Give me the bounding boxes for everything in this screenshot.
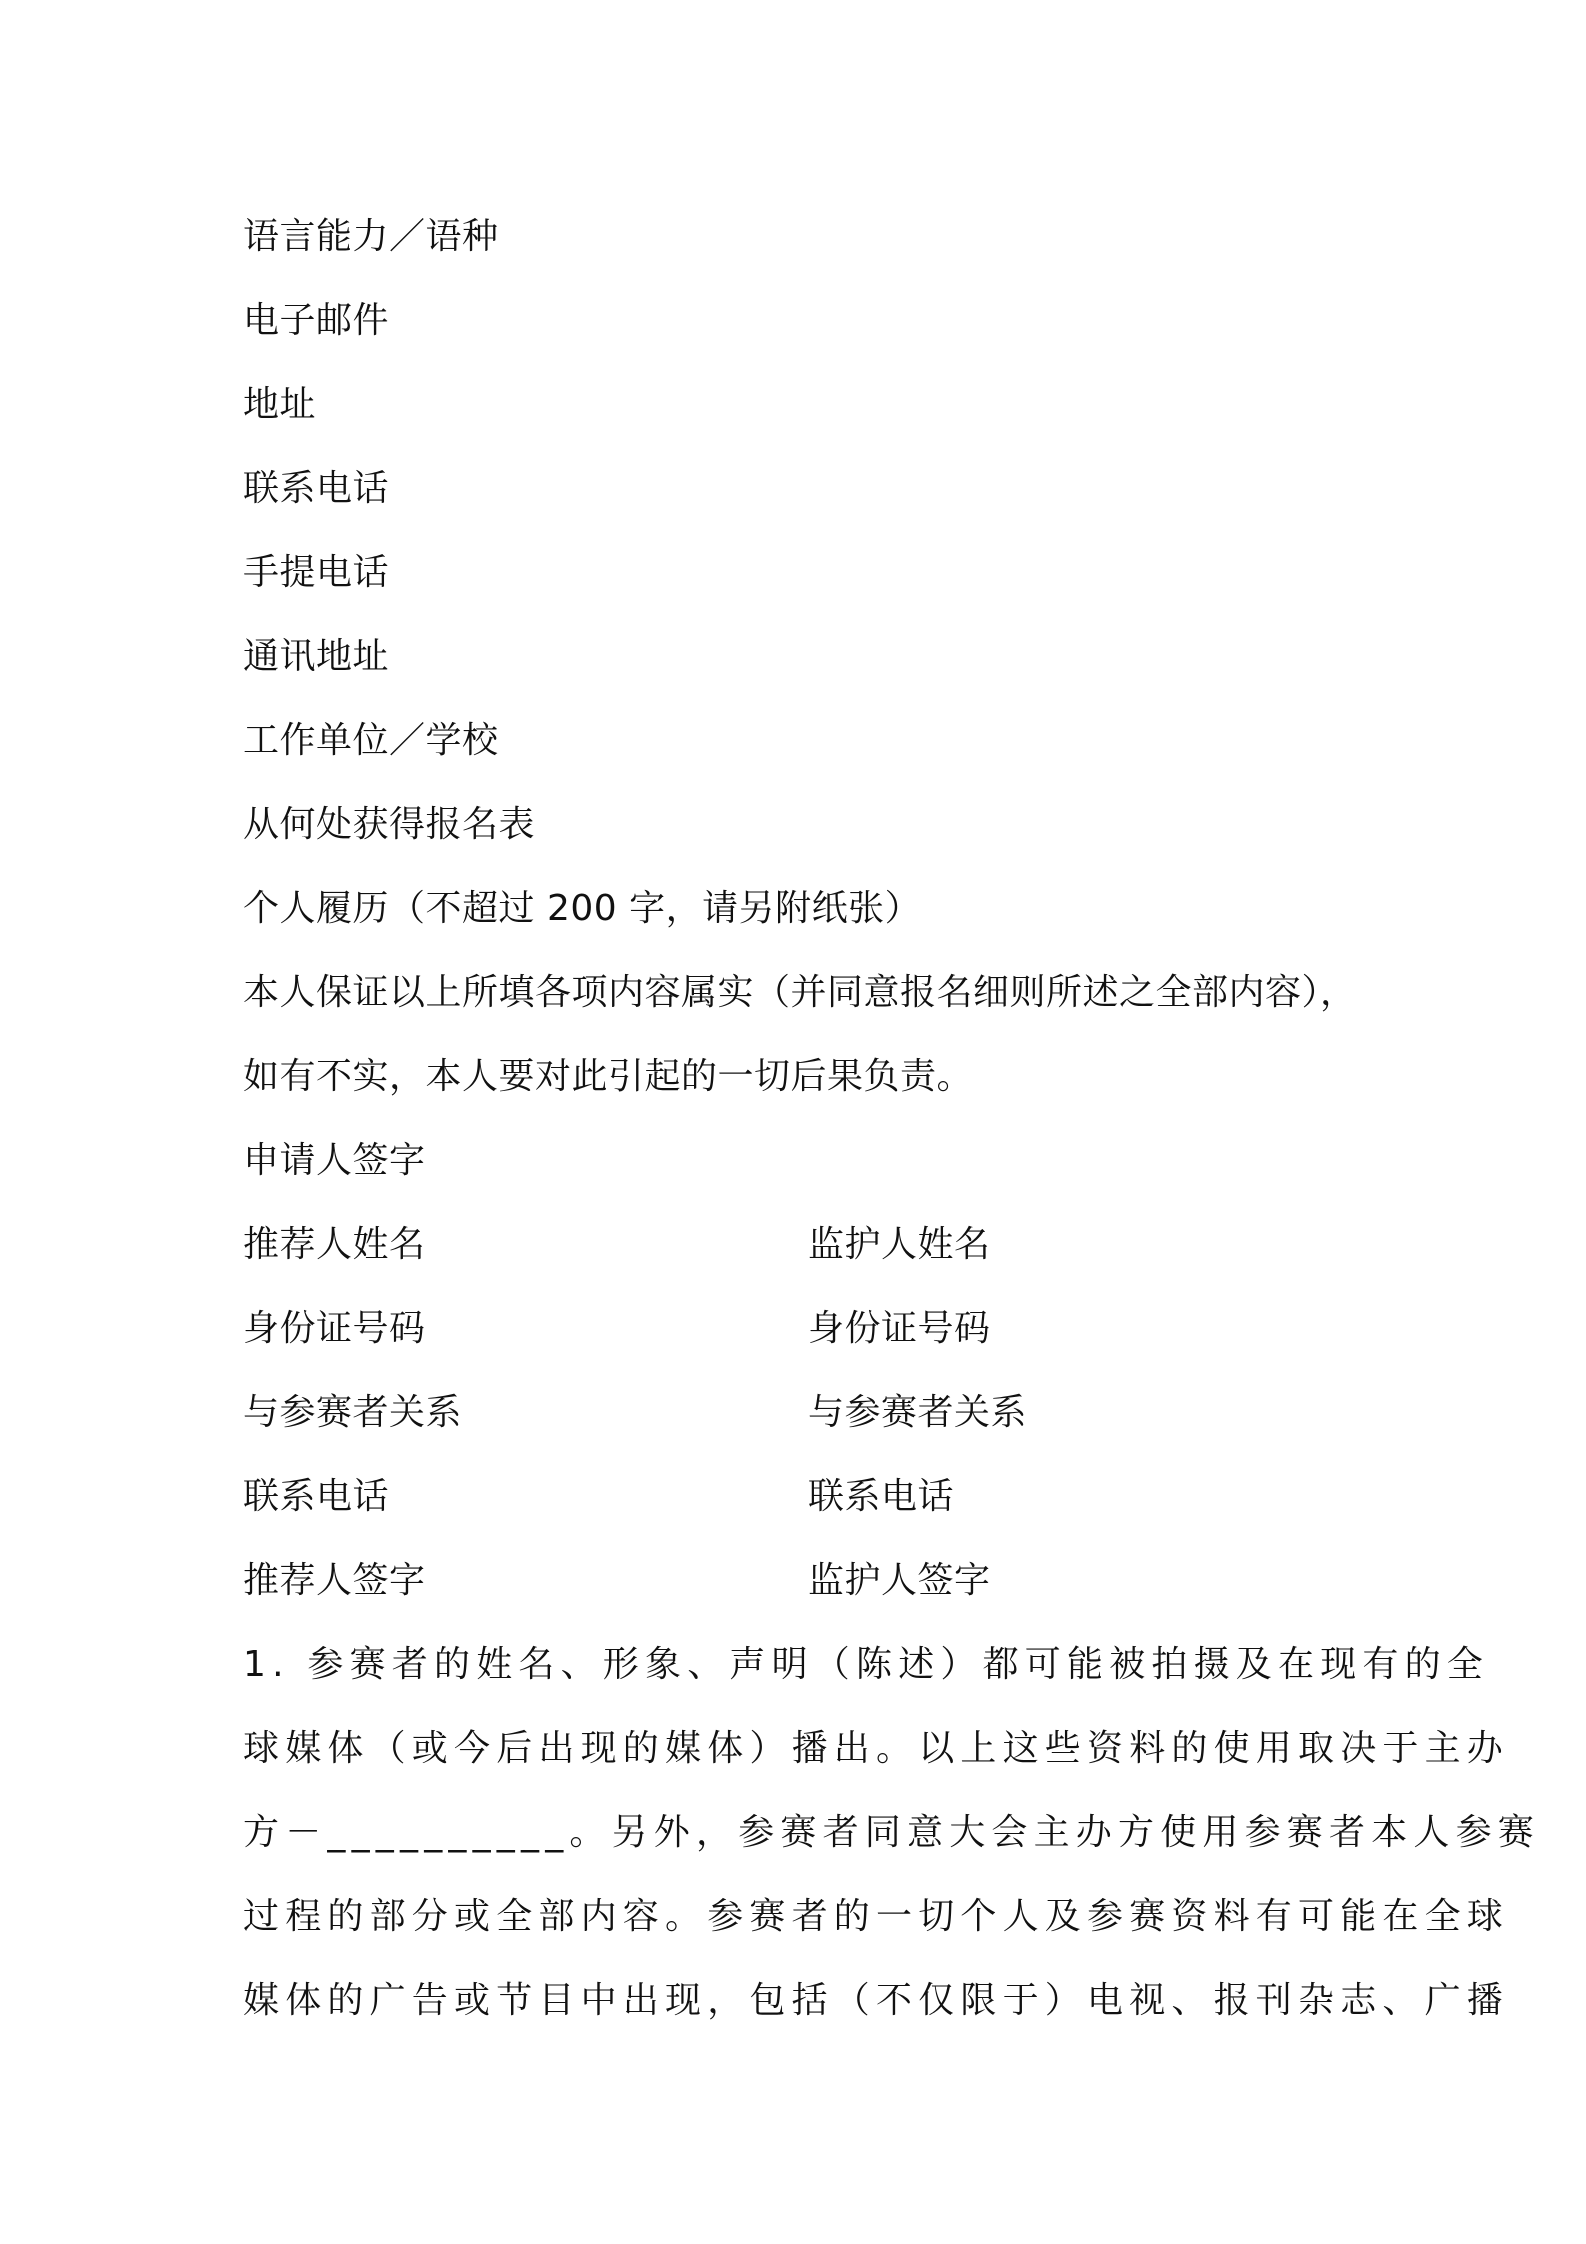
guardian-relation-label: 与参赛者关系 [808,1392,1028,1433]
pair-row-id [243,1287,1363,1371]
pair-row-relation [243,1371,1363,1455]
declaration-line-2: 如有不实，本人要对此引起的一切后果负责。 [243,1056,974,1097]
field-language: 语言能力／语种 [243,216,499,257]
guardian-signature-label: 监护人签字 [808,1560,991,1601]
referrer-relation-label: 与参赛者关系 [243,1392,463,1433]
field-phone: 联系电话 [243,468,390,509]
referrer-name-label: 推荐人姓名 [243,1224,426,1265]
clause-paragraph [243,1623,1541,2043]
referrer-phone-label: 联系电话 [243,1476,390,1517]
field-resume: 个人履历（不超过 200 字，请另附纸张） [243,888,922,929]
field-mobile: 手提电话 [243,552,390,593]
declaration-line-1: 本人保证以上所填各项内容属实（并同意报名细则所述之全部内容）， [243,972,1357,1013]
field-employer-school: 工作单位／学校 [243,720,499,761]
guardian-name-label: 监护人姓名 [808,1224,991,1265]
clause-line: 球媒体（或今后出现的媒体）播出。以上这些资料的使用取决于主办 [243,1728,1510,1769]
referrer-signature-label: 推荐人签字 [243,1560,426,1601]
field-form-source: 从何处获得报名表 [243,804,536,845]
field-applicant-signature: 申请人签字 [243,1140,426,1181]
form-content [243,195,1541,2043]
pair-row-phone [243,1455,1363,1539]
clause-line: 方－__________。另外，参赛者同意大会主办方使用参赛者本人参赛 [243,1812,1541,1853]
field-address: 地址 [243,384,317,425]
pair-row-name [243,1203,1363,1287]
guardian-id-label: 身份证号码 [808,1308,991,1349]
field-email: 电子邮件 [243,300,390,341]
clause-line: 媒体的广告或节目中出现，包括（不仅限于）电视、报刊杂志、广播 [243,1980,1510,2021]
field-mailing-address: 通讯地址 [243,636,390,677]
clause-line: 1. 参赛者的姓名、形象、声明（陈述）都可能被拍摄及在现有的全 [243,1644,1489,1685]
pair-row-signature [243,1539,1363,1623]
guardian-phone-label: 联系电话 [808,1476,955,1517]
referrer-id-label: 身份证号码 [243,1308,426,1349]
clause-line: 过程的部分或全部内容。参赛者的一切个人及参赛资料有可能在全球 [243,1896,1510,1937]
